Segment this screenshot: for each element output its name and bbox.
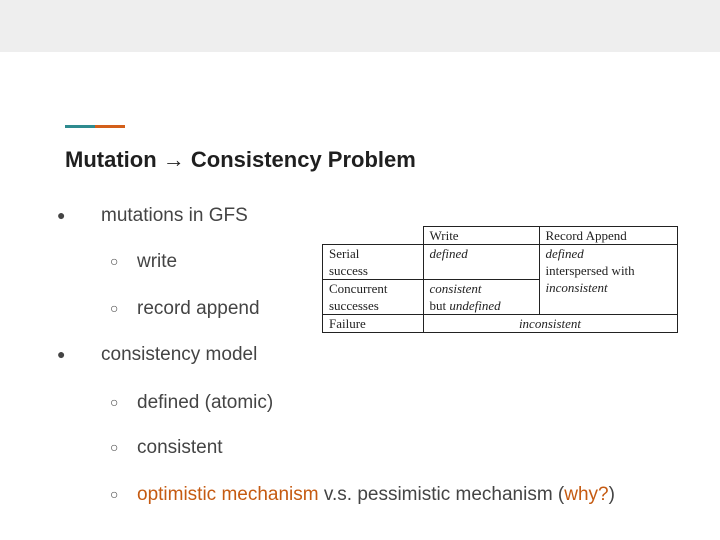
cell-line: inconsistent — [545, 280, 608, 295]
row-label — [323, 280, 424, 315]
cell-write — [423, 280, 539, 315]
text-segment: ) — [608, 484, 615, 505]
bullet-text: write — [137, 251, 178, 272]
header-write: Write — [423, 227, 539, 245]
consistency-table — [322, 226, 678, 333]
cell-record-append — [539, 245, 677, 315]
cell-merged: inconsistent — [423, 315, 677, 333]
cell-line: interspersed with — [545, 263, 635, 278]
header-record-append: Record Append — [539, 227, 677, 245]
row-label — [323, 245, 424, 280]
slide-title: Mutation → Consistency Problem — [65, 147, 416, 172]
cell-line: defined — [429, 246, 468, 261]
bullet-filled-icon: ● — [57, 346, 66, 362]
bullet-text: mutations in GFS — [101, 205, 248, 226]
row-label-line: success — [329, 263, 368, 278]
highlight-optimistic: optimistic mechanism — [137, 484, 319, 505]
bullet-text: consistency model — [101, 344, 258, 365]
table-corner — [323, 227, 424, 245]
row-label-line: Serial — [329, 246, 360, 261]
bullet-hollow-icon: ○ — [110, 394, 119, 410]
table-row — [323, 315, 678, 333]
cell-text: but — [429, 298, 450, 313]
row-label-line: successes — [329, 298, 379, 313]
bullet-text: defined (atomic) — [137, 392, 274, 413]
bullet-hollow-icon: ○ — [110, 300, 119, 316]
top-band — [0, 0, 720, 52]
highlight-why: why? — [564, 484, 609, 505]
cell-write — [423, 245, 539, 280]
bullet-filled-icon: ● — [57, 207, 66, 223]
cell-line: consistent — [429, 281, 482, 296]
accent-bar-teal — [65, 125, 95, 128]
accent-bar-orange — [95, 125, 125, 128]
bullet-text — [137, 484, 615, 506]
cell-line: defined — [545, 246, 584, 261]
bullet-text: consistent — [137, 437, 223, 458]
cell-text: undefined — [449, 298, 501, 313]
cell-line — [430, 297, 533, 314]
bullet-hollow-icon: ○ — [110, 439, 119, 455]
bullet-text: record append — [137, 298, 260, 319]
bullet-hollow-icon: ○ — [110, 253, 119, 269]
text-segment: v.s. pessimistic mechanism ( — [318, 484, 565, 505]
table-row — [323, 245, 678, 280]
row-label: Failure — [323, 315, 424, 333]
row-label-line: Concurrent — [329, 281, 388, 296]
bullet-hollow-icon: ○ — [110, 486, 119, 502]
table-header-row — [323, 227, 678, 245]
